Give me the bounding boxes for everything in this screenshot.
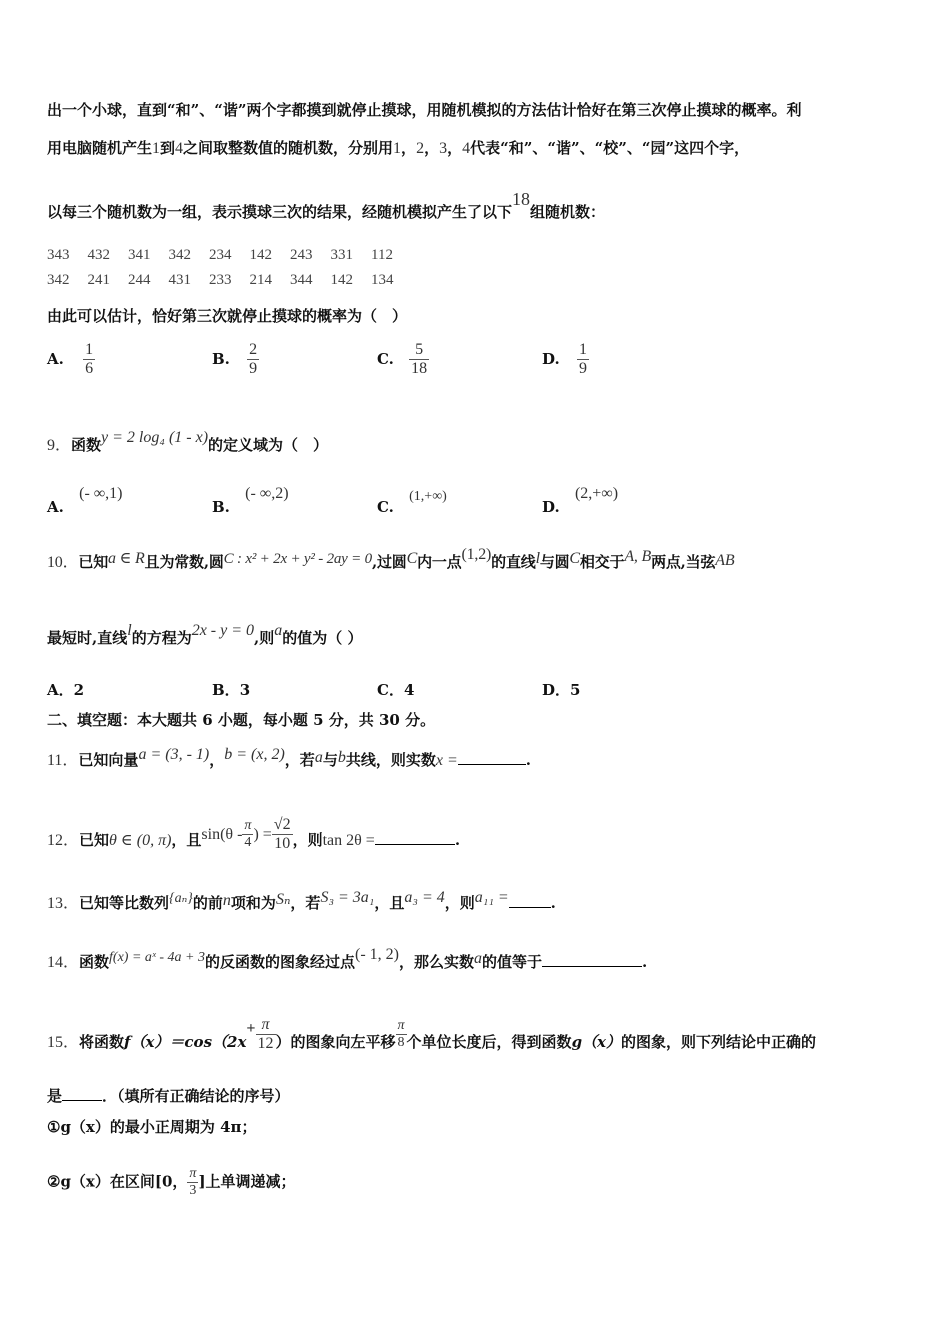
q8-option-c[interactable]: C. $\frac{5}{18}$ bbox=[377, 341, 428, 378]
q11: 11．已知向量a = (3, - 1)，b = (x, 2)，若a与b共线，则实数x = . bbox=[47, 746, 531, 769]
q8-option-d[interactable]: D. $\frac{1}{9}$ bbox=[542, 341, 587, 378]
q9-option-c[interactable]: C. (1,+∞) bbox=[377, 489, 447, 516]
q8-option-b[interactable]: B. $\frac{2}{9}$ bbox=[212, 341, 258, 378]
q9-option-a[interactable]: A. (- ∞,1) bbox=[47, 485, 123, 516]
q8-option-a[interactable]: A. $\frac{1}{6}$ bbox=[47, 341, 94, 378]
q10-option-b[interactable]: B．3 bbox=[212, 681, 251, 699]
q15-answer-blank[interactable] bbox=[62, 1086, 102, 1101]
q13-answer-blank[interactable] bbox=[509, 893, 551, 908]
q9-option-d[interactable]: D. (2,+∞) bbox=[542, 485, 619, 516]
random-data-row-2: 342 241 244 431 233 214 344 142 134 bbox=[47, 272, 394, 288]
q10-option-a[interactable]: A．2 bbox=[47, 681, 85, 699]
q15-line-2: 是 ．（填所有正确结论的序号） bbox=[47, 1087, 290, 1105]
random-data-row-1: 343 432 341 342 234 142 243 331 112 bbox=[47, 247, 393, 263]
q8-option-a-fraction: $\frac{1}{6}$ bbox=[85, 341, 94, 378]
q15-conclusion-2: ②g（x）在区间[0， $\frac{\pi}{3}$ ]上单调递减； bbox=[47, 1166, 296, 1199]
q10-option-d[interactable]: D．5 bbox=[542, 681, 581, 699]
q8-option-d-fraction: $\frac{1}{9}$ bbox=[578, 341, 587, 378]
intro-line-2: 用电脑随机产生1到4之间取整数值的随机数，分别用1，2，3，4代表“和”、“谐”、“校”、“园”这四个字， bbox=[47, 139, 750, 157]
q14-answer-blank[interactable] bbox=[542, 952, 642, 967]
q10-option-c[interactable]: C．4 bbox=[377, 681, 415, 699]
q11-answer-blank[interactable] bbox=[458, 750, 526, 765]
q8-option-b-fraction: $\frac{2}{9}$ bbox=[249, 341, 258, 378]
intro-line-3: 以每三个随机数为一组，表示摸球三次的结果，经随机模拟产生了以下18组随机数： bbox=[47, 189, 606, 221]
intro-line-1: 出一个小球，直到“和”、“谐”两个字都摸到就停止摸球，用随机模拟的方法估计恰好在第三次停止摸球的概率。利 bbox=[47, 101, 802, 119]
q9-question: 9．函数y = 2 log₄ (1 - x)的定义域为（ ） bbox=[47, 429, 329, 454]
q13: 13．已知等比数列{aₙ}的前n项和为Sₙ，若S₃ = 3a₁，且a₃ = 4，则a₁₁ = . bbox=[47, 889, 556, 912]
q15-conclusion-1: ①g（x）的最小正周期为 4π； bbox=[47, 1118, 257, 1136]
q8-option-c-fraction: $\frac{5}{18}$ bbox=[411, 341, 428, 378]
q12-answer-blank[interactable] bbox=[375, 830, 455, 845]
q10-line-1: 10．已知a ∈ R且为常数,圆C : x² + 2x + y² - 2ay = 0,过圆C内一点(1,2)的直线l与圆C相交于A, B两点,当弦AB bbox=[47, 546, 735, 571]
q12: 12．已知θ ∈ (0, π)，且sin(θ - $\frac{\pi}{4}$ ) = $\frac{√2}{10}$ ，则tan 2θ = . bbox=[47, 816, 461, 853]
q9-option-b[interactable]: B. (- ∞,2) bbox=[212, 485, 289, 516]
q9-formula: y = 2 log₄ (1 - x) bbox=[101, 429, 209, 446]
q14: 14．函数f(x) = aˣ - 4a + 3的反函数的图象经过点(- 1, 2)，那么实数a的值等于 . bbox=[47, 946, 648, 971]
q10-line-2: 最短时,直线l的方程为2x - y = 0,则a的值为（ ） bbox=[47, 622, 363, 647]
q15-line-1: 15．将函数f（x）＝cos（2x+ $\frac{\pi}{12}$ ）的图象向左平移 $\frac{\pi}{8}$ 个单位长度后，得到函数g（x）的图象，则下列结论中正确的 bbox=[47, 1016, 817, 1053]
section-2-heading: 二、填空题：本大题共 6 小题，每小题 5 分，共 30 分。 bbox=[47, 711, 436, 729]
q8-question: 由此可以估计，恰好第三次就停止摸球的概率为（ ） bbox=[47, 307, 408, 325]
